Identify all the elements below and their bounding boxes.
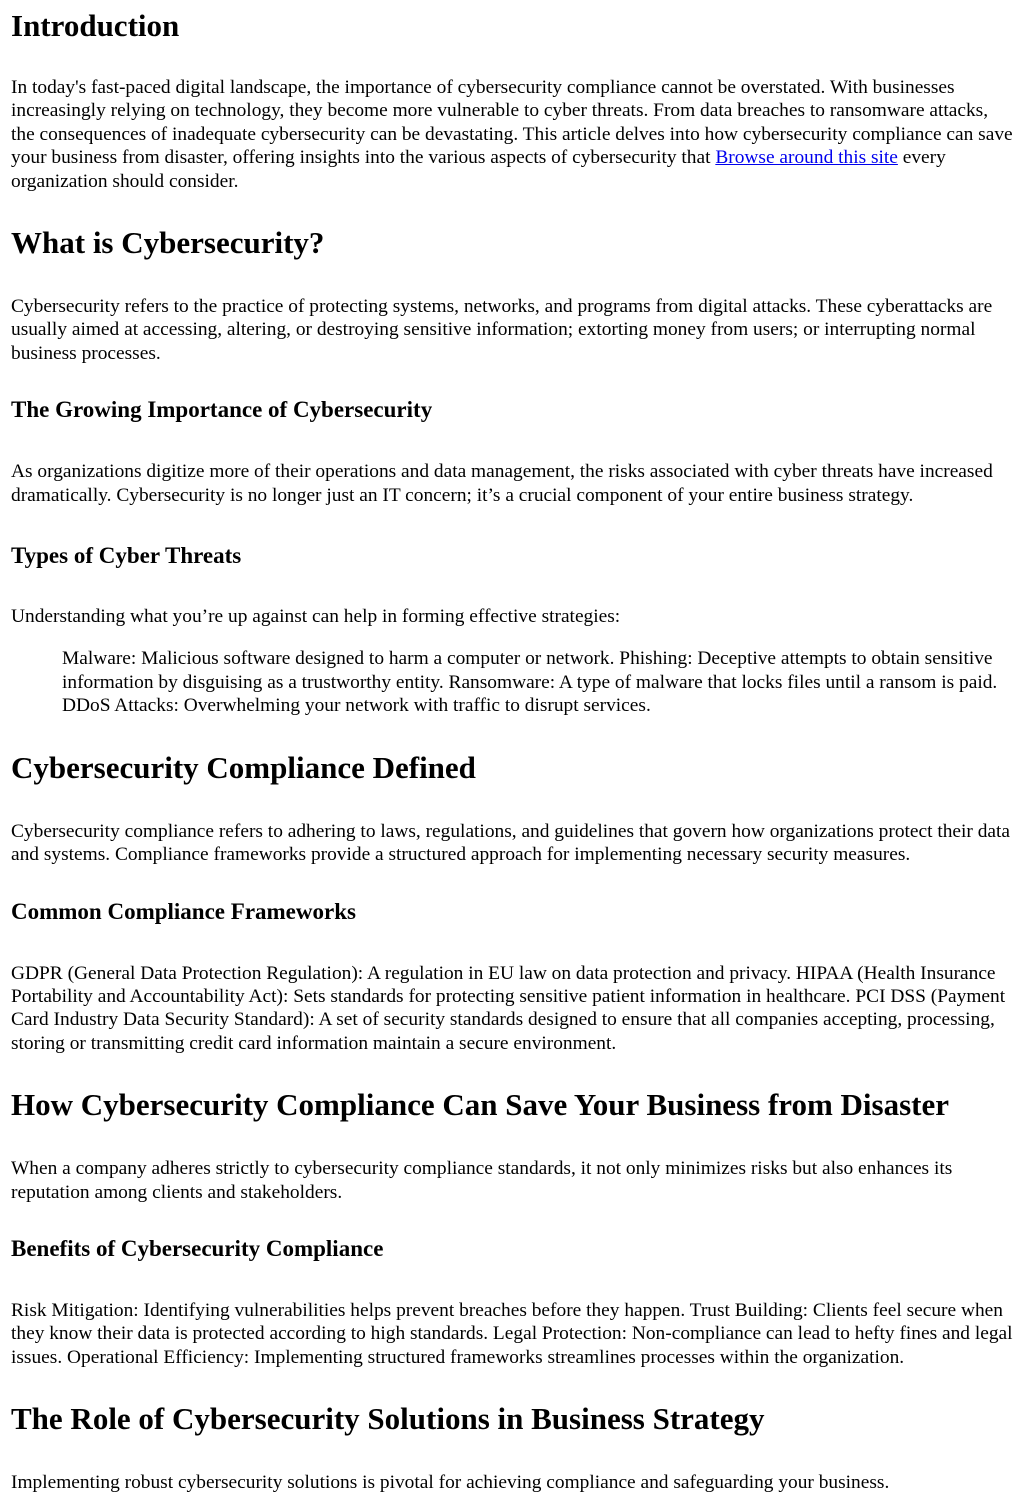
paragraph-compliance-defined: Cybersecurity compliance refers to adhering to laws, regulations, and guidelines that govern how organizations protect their data and systems. Compliance frameworks provide a structured approach for implementing necessary security measures. bbox=[11, 820, 1011, 866]
intro-text-after-link: every organization should consider. bbox=[11, 147, 946, 192]
heading-benefits: Benefits of Cybersecurity Compliance bbox=[11, 1235, 384, 1261]
article bbox=[0, 8, 1024, 1495]
heading-growing-importance: The Growing Importance of Cybersecurity bbox=[11, 397, 433, 423]
intro-text-before-link: In today's fast-paced digital landscape, the importance of cybersecurity compliance cannot be overstated. With businesses increasingly relying on technology, they become more vulnerable to cyber threats. From data breaches to ransomware attacks, the consequences of inadequate cybersecurity can be devastating. This article delves into how cybersecurity compliance can save your business from disaster, offering insights into the various aspects of cybersecurity that bbox=[11, 77, 1013, 169]
paragraph-introduction bbox=[11, 76, 1013, 193]
threats-blockquote: Malware: Malicious software designed to harm a computer or network. Phishing: Deceptive attempts to obtain sensitive information by disguising as a trustworthy entity. Ransomware: A type of malware that locks files until a ransom is paid. DDoS Attacks: Overwhelming your network with traffic to disrupt services. bbox=[62, 648, 998, 717]
heading-role-of-solutions: The Role of Cybersecurity Solutions in Business Strategy bbox=[11, 1401, 765, 1437]
paragraph-role-of-solutions: Implementing robust cybersecurity solutions is pivotal for achieving compliance and safeguarding your business. bbox=[11, 1472, 890, 1494]
paragraph-growing-importance: As organizations digitize more of their operations and data management, the risks associated with cyber threats have increased dramatically. Cybersecurity is no longer just an IT concern; it’s a crucial component of your entire business strategy. bbox=[11, 461, 993, 506]
heading-introduction: Introduction bbox=[11, 8, 180, 43]
heading-common-frameworks: Common Compliance Frameworks bbox=[11, 898, 356, 924]
paragraph-how-compliance-saves: When a company adheres strictly to cybersecurity compliance standards, it not only minimizes risks but also enhances its reputation among clients and stakeholders. bbox=[11, 1158, 953, 1203]
heading-what-is-cybersecurity: What is Cybersecurity? bbox=[11, 225, 325, 261]
paragraph-common-frameworks: GDPR (General Data Protection Regulation): A regulation in EU law on data protection and privacy. HIPAA (Health Insurance Portability and Accountability Act): Sets standards for protecting sensitive patient information in healthcare. PCI DSS (Payment Card Industry Data Security Standard): A set of security standards designed to ensure that all companies accepting, processing, storing or transmitting credit card information maintain a secure environment. bbox=[11, 962, 1006, 1054]
heading-types-of-threats: Types of Cyber Threats bbox=[11, 543, 242, 569]
browse-site-link[interactable]: Browse around this site bbox=[715, 147, 898, 169]
heading-compliance-defined: Cybersecurity Compliance Defined bbox=[11, 749, 476, 785]
paragraph-types-of-threats: Understanding what you’re up against can help in forming effective strategies: bbox=[11, 606, 621, 628]
paragraph-what-is-cybersecurity: Cybersecurity refers to the practice of protecting systems, networks, and programs from digital attacks. These cyberattacks are usually aimed at accessing, altering, or destroying sensitive information; extorting money from users; or interrupting normal business processes. bbox=[11, 296, 993, 364]
heading-how-compliance-saves: How Cybersecurity Compliance Can Save Your Business from Disaster bbox=[11, 1087, 950, 1123]
paragraph-benefits: Risk Mitigation: Identifying vulnerabilities helps prevent breaches before they happen. Trust Building: Clients feel secure when they know their data is protected according to high standards. Legal Protection: Non-compliance can lead to hefty fines and legal issues. Operational Efficiency: Implementing structured frameworks streamlines processes within the organization. bbox=[11, 1299, 1013, 1368]
